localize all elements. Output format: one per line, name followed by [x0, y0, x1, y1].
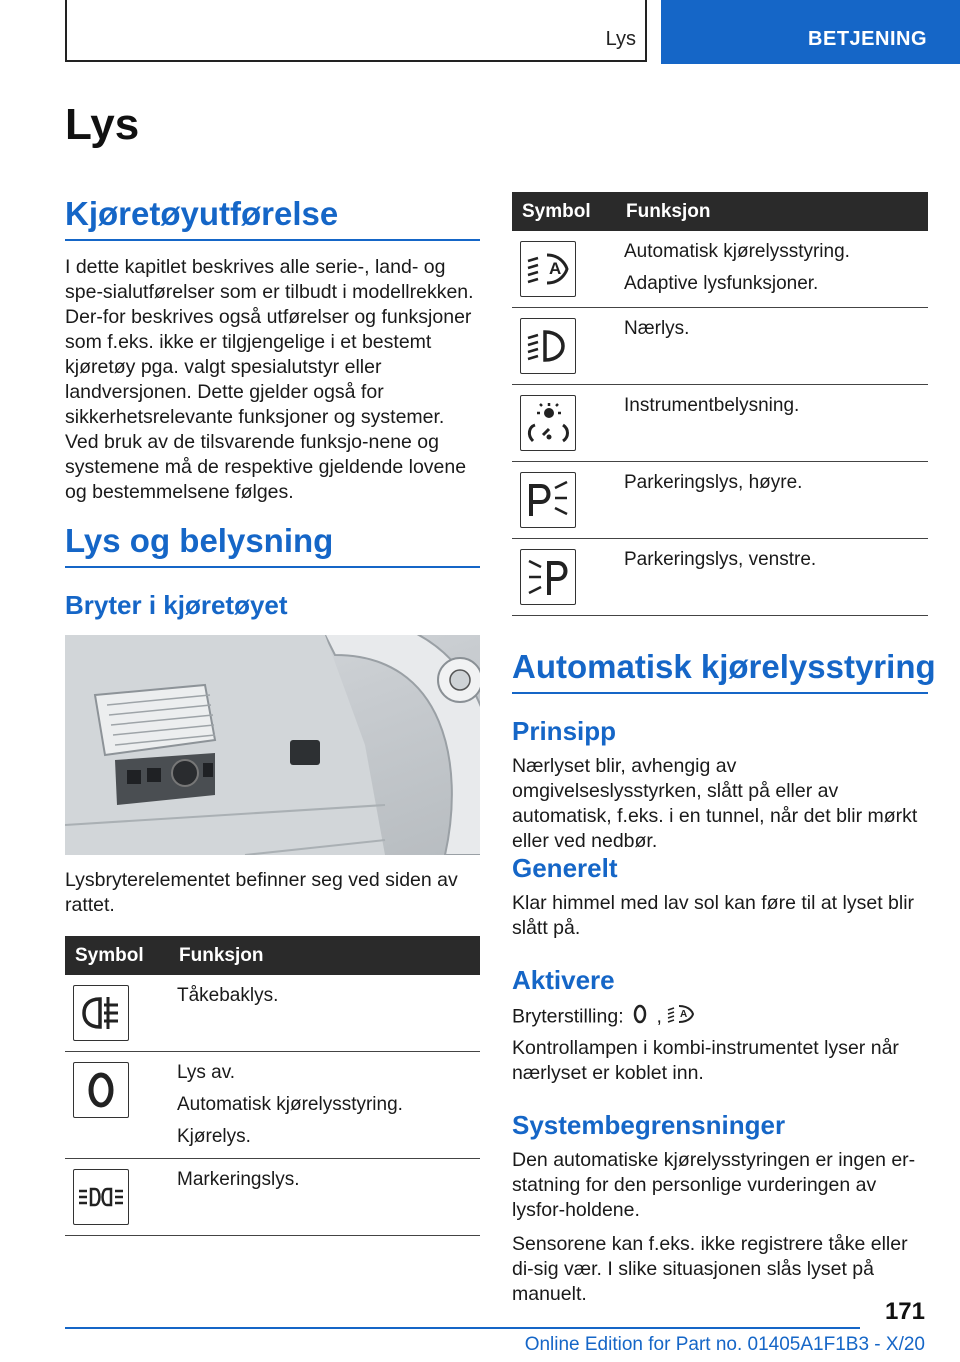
table-row [512, 308, 928, 385]
heading-principle: Prinsipp [512, 716, 617, 746]
lights-off-icon [73, 1062, 129, 1118]
column-header-function: Funksjon [169, 936, 480, 975]
heading-lights: Lys og belysning [65, 522, 480, 568]
table-row [65, 1052, 480, 1159]
instrument-lighting-icon [520, 395, 576, 451]
heading-system-limits: Systembegrensninger [512, 1110, 786, 1140]
table-row [65, 975, 480, 1052]
table-row [512, 385, 928, 462]
function-text: Markeringslys. [177, 1169, 300, 1190]
chapter-tab[interactable] [661, 0, 960, 64]
heading-activate: Aktivere [512, 965, 615, 995]
parking-light-left-icon [520, 549, 576, 605]
column-header-symbol: Symbol [512, 192, 616, 231]
footer-divider [65, 1327, 860, 1329]
function-text: Lys av. [177, 1062, 236, 1083]
column-header-symbol: Symbol [65, 936, 169, 975]
svg-text:A: A [680, 1009, 688, 1020]
side-marker-light-icon [73, 1169, 129, 1225]
left-symbol-table [65, 936, 480, 1236]
switch-position-label: Bryterstilling: [512, 1005, 624, 1028]
switch-position-separator: , [656, 1005, 662, 1028]
header-section-title: Lys [605, 28, 636, 50]
auto-headlight-icon [520, 241, 576, 297]
page-title: Lys [65, 100, 140, 149]
auto-headlight-icon [667, 1003, 695, 1032]
svg-text:A: A [549, 259, 562, 278]
table-row [512, 231, 928, 308]
function-text: Nærlys. [624, 318, 690, 339]
paragraph-activate: Kontrollampen i kombi-instrumentet lyser når nærlyset er koblet inn. [512, 1037, 899, 1084]
lights-off-icon [629, 1003, 651, 1032]
table-header-row [512, 192, 928, 231]
function-text: Parkeringslys, venstre. [624, 549, 817, 570]
function-text: Parkeringslys, høyre. [624, 472, 803, 493]
column-header-function: Funksjon [616, 192, 928, 231]
function-text: Automatisk kjørelysstyring. [624, 241, 850, 262]
table-row [512, 462, 928, 539]
paragraph-principle: Nærlyset blir, avhengig av omgivelseslysstyrken, slått på eller av automatisk, f.eks. i en tunnel, når det blir mørkt eller ved nedbør. [512, 755, 918, 852]
footer-edition: Online Edition for Part no. 01405A1F1B3 - X/20 [524, 1334, 925, 1355]
heading-vehicle-version: Kjøretøyutførelse [65, 195, 480, 241]
rear-fog-light-icon [73, 985, 129, 1041]
low-beam-icon [520, 318, 576, 374]
dashboard-illustration [65, 635, 480, 855]
heading-general: Generelt [512, 853, 618, 883]
paragraph-system-limits-1: Den automatiske kjørelysstyringen er ingen er-statning for den personlige vurderingen av lysfor-holdene. [512, 1149, 916, 1221]
function-text: Automatisk kjørelysstyring. [177, 1094, 403, 1115]
paragraph-vehicle-version: I dette kapitlet beskrives alle serie-, land- og spe-sialutførelser som er tilbudt i modellrekken. Der-for beskrives også utførelser og funksjoner som f.eks. ikke er tilgjengelige i et bestemt kjøretøy pga. valgt spesialutstyr eller landversjonen. Dette gjelder også for sikkerhetsrelevante funksjoner og systemer. Ved bruk av de tilsvarende funksjo-nene og systemene må de respektive gjeldende lovene og bestemmelsene følges. [65, 256, 474, 503]
chapter-tab-label: BETJENING [808, 28, 927, 50]
switch-position-line [512, 1003, 928, 1032]
table-row [512, 539, 928, 616]
function-text: Instrumentbelysning. [624, 395, 800, 416]
photo-caption: Lysbryterelementet befinner seg ved siden av rattet. [65, 869, 458, 916]
paragraph-general: Klar himmel med lav sol kan føre til at lyset blir slått på. [512, 892, 915, 939]
light-switch-photo [65, 635, 480, 855]
paragraph-system-limits-2: Sensorene kan f.eks. ikke registrere tåke eller di-sig vær. I slike situasjonen slås lyset på manuelt. [512, 1233, 908, 1305]
table-row [65, 1159, 480, 1236]
page-number: 171 [884, 1298, 925, 1325]
function-text: Tåkebaklys. [177, 985, 279, 1006]
parking-light-right-icon [520, 472, 576, 528]
heading-automatic-headlight: Automatisk kjørelysstyring [512, 648, 928, 694]
function-text: Adaptive lysfunksjoner. [624, 273, 819, 294]
heading-switch: Bryter i kjøretøyet [65, 590, 288, 620]
right-symbol-table [512, 192, 928, 616]
function-text: Kjørelys. [177, 1126, 251, 1147]
table-header-row [65, 936, 480, 975]
